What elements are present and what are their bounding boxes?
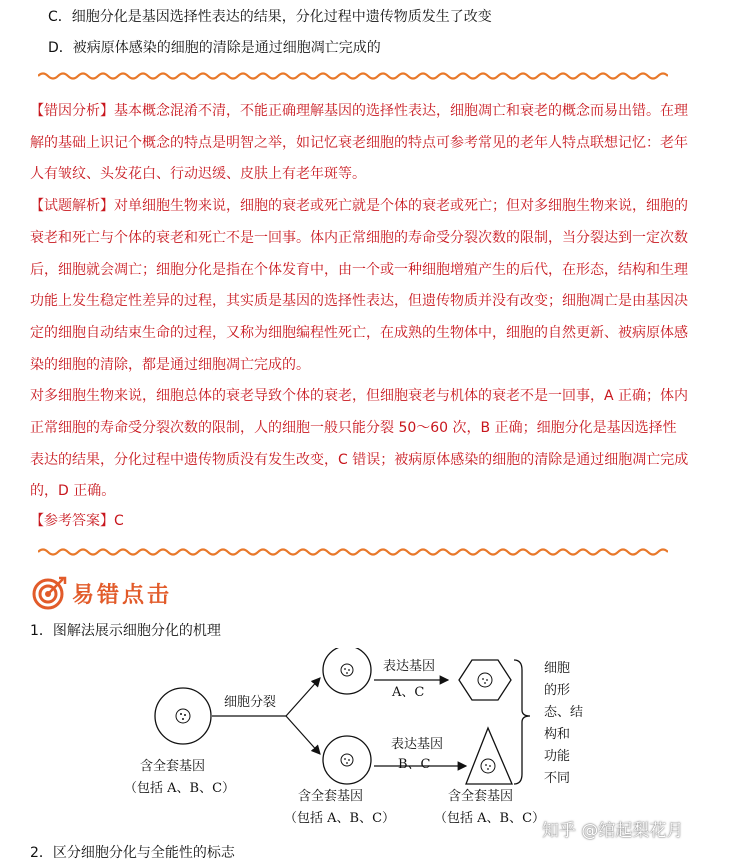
- option-d: D．被病原体感染的细胞的清除是通过细胞凋亡完成的: [48, 40, 381, 56]
- answer-tag: 【参考答案】: [30, 513, 114, 529]
- gene-label-line2: （包括 A、B、C）: [124, 781, 236, 796]
- reference-answer: [30, 510, 124, 530]
- target-icon: [32, 575, 68, 611]
- error-analysis: [30, 96, 690, 508]
- result-line: 细胞: [544, 661, 571, 676]
- gene-label-line1: 含全套基因: [140, 759, 206, 774]
- result-line: 功能: [544, 749, 571, 764]
- result-line: 态、结: [544, 705, 584, 720]
- cell-differentiation-diagram: [0, 648, 734, 843]
- bracket: [514, 660, 530, 784]
- error-analysis-tag: 【错因分析】: [30, 103, 114, 119]
- question-1: 1．图解法展示细胞分化的机理: [30, 623, 221, 639]
- division-label: 细胞分裂: [224, 695, 277, 710]
- result-text: [544, 661, 583, 786]
- daughter-cell-top: [323, 648, 371, 694]
- result-line: 的形: [544, 683, 571, 698]
- express-top-label: 表达基因: [383, 659, 436, 674]
- original-cell: [155, 688, 211, 744]
- explanation-text: 对单细胞生物来说，细胞的衰老或死亡就是个体的衰老或死亡；但对多细胞生物来说，细胞的衰老和死亡与个体的衰老和死亡不是一回事。体内正常细胞的寿命受分裂次数的限制，当分裂达到一定次数后，细胞就会凋亡；细胞分化是指在个体发育中，由一个或一种细胞增殖产生的后代，在形态，结构和生理功能上发生稳定性差异的过程，其实质是基因的选择性表达，但遗传物质并没有改变；细胞凋亡是由基因决定的细胞自动结束生命的过程，又称为细胞编程性死亡，在成熟的生物体中，细胞的自然更新、被病原体感染的细胞的清除，都是通过细胞凋亡完成的。: [30, 198, 688, 373]
- answer-value: C: [114, 513, 124, 529]
- section-title-text: 易错点击: [72, 581, 173, 608]
- result-line: 构和: [544, 727, 571, 742]
- express-top-genes: A、C: [392, 685, 425, 700]
- wavy-divider-top: [38, 70, 668, 82]
- triangle-cell: [466, 728, 512, 784]
- question-2: 2．区分细胞分化与全能性的标志: [30, 845, 235, 861]
- gene-label-line2: （包括 A、B、C）: [434, 811, 546, 826]
- watermark: 知乎 @绾起梨花月: [542, 821, 684, 841]
- gene-label-line2: （包括 A、B、C）: [284, 811, 396, 826]
- extra-explanation: 对多细胞生物来说，细胞总体的衰老导致个体的衰老，但细胞衰老与机体的衰老不是一回事，A 正确；体内正常细胞的寿命受分裂次数的限制，人的细胞一般只能分裂 50～60 次，B 正确；细胞分化是基因选择性表达的结果，分化过程中遗传物质没有发生改变，C 错误；被病原体感染的细胞的清除是通过细胞凋亡完成的，D 正确。: [30, 388, 689, 500]
- error-analysis-text: 基本概念混淆不清，不能正确理解基因的选择性表达，细胞凋亡和衰老的概念而易出错。在理解的基础上识记个概念的特点是明智之举，如记忆衰老细胞的特点可参考常见的老年人特点联想记忆：老年人有皱纹、头发花白、行动迟缓、皮肤上有老年斑等。: [30, 103, 688, 183]
- section-title: [32, 575, 172, 611]
- result-line: 不同: [544, 771, 571, 786]
- gene-label-line1: 含全套基因: [298, 789, 364, 804]
- explanation-tag: 【试题解析】: [30, 198, 114, 215]
- gene-label-line1: 含全套基因: [448, 789, 514, 804]
- express-bottom-label: 表达基因: [391, 737, 444, 752]
- daughter-cell-bottom: [323, 736, 371, 784]
- express-bottom-genes: B、C: [398, 757, 431, 772]
- wavy-divider-bottom: [38, 546, 668, 558]
- option-c: C．细胞分化是基因选择性表达的结果，分化过程中遗传物质发生了改变: [48, 9, 492, 25]
- hexagon-cell: [459, 660, 511, 700]
